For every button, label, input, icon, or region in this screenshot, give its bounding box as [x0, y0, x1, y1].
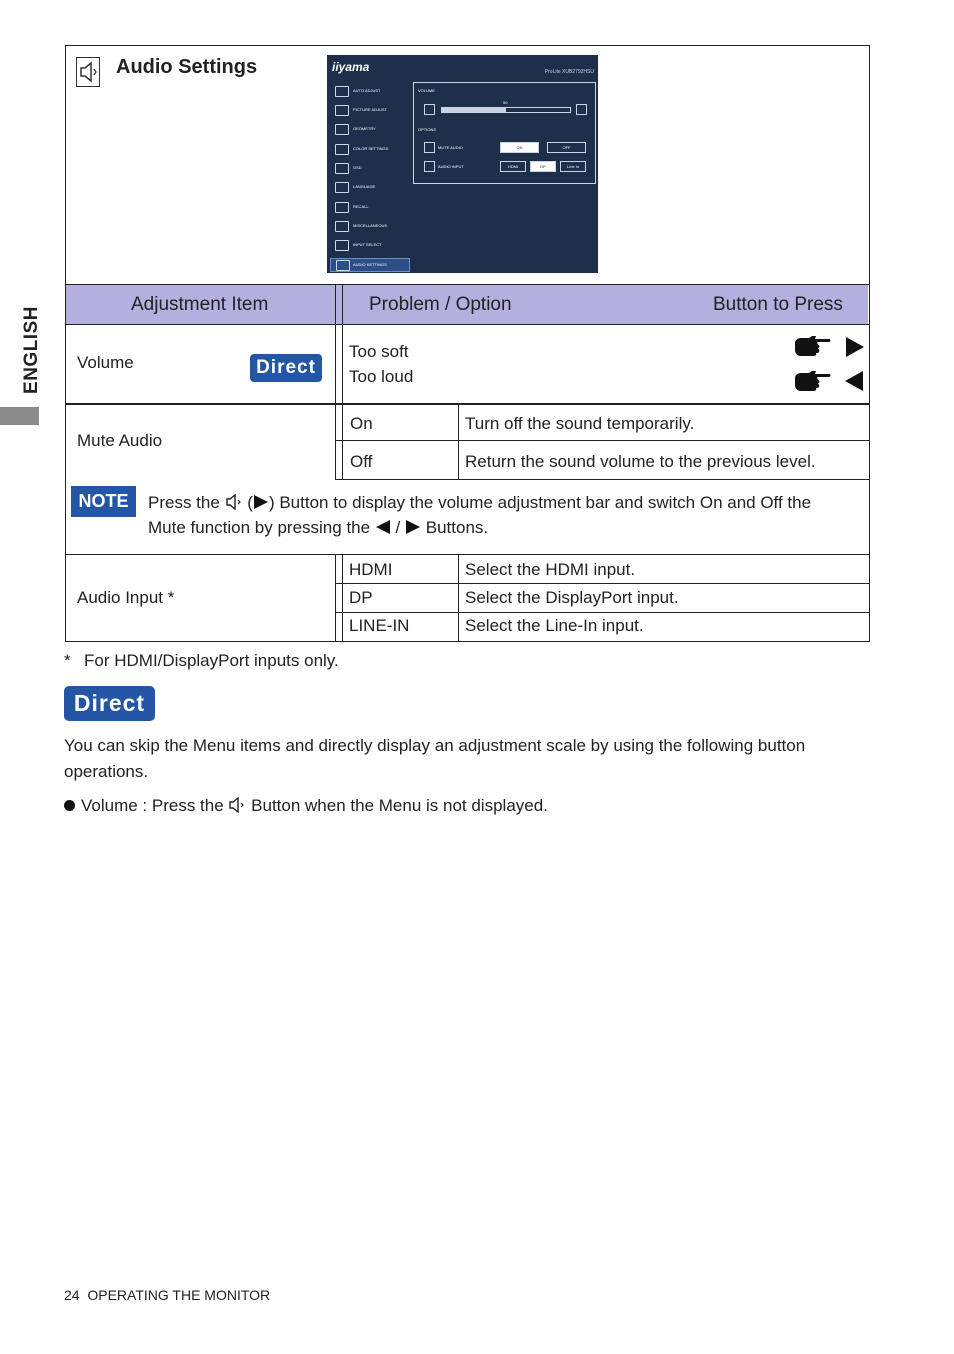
osd-menu-item: OSD [335, 162, 405, 174]
divider [458, 555, 459, 641]
iiyama-logo: iiyama [332, 60, 370, 74]
osd-volume-fill [442, 108, 506, 112]
header-adjustment-item: Adjustment Item [131, 294, 269, 315]
language-tab: ENGLISH [21, 306, 42, 394]
section-title: Audio Settings [116, 56, 258, 78]
audio-input-icon [424, 161, 435, 172]
divider [66, 403, 869, 405]
osd-menu-item: MISCELLANEOUS [335, 220, 405, 232]
osd-menu-item: AUTO ADJUST [335, 85, 405, 97]
audio-input-desc: Select the DisplayPort input. [465, 588, 679, 607]
mute-desc-off: Return the sound volume to the previous level. [465, 452, 816, 471]
divider [66, 554, 869, 555]
geometry-icon [335, 124, 349, 135]
note-line-1: Press the ( ) Button to display the volume adjustment bar and switch On and Off the [148, 493, 812, 512]
osd-menu-item: LANGUAGE [335, 181, 405, 193]
footer-section: OPERATING THE MONITOR [87, 1287, 271, 1303]
divider [336, 440, 869, 441]
divider [336, 583, 869, 584]
divider [66, 324, 869, 325]
audio-input-option: LINE-IN [349, 616, 410, 635]
header-button-to-press: Button to Press [713, 294, 843, 315]
osd-icon [335, 163, 349, 174]
osd-menu-item: INPUT SELECT [335, 239, 405, 251]
picture-adjust-icon [335, 105, 349, 116]
right-arrow-icon [846, 337, 864, 357]
mute-desc-on: Turn off the sound temporarily. [465, 414, 695, 433]
divider [335, 555, 336, 641]
divider [336, 612, 869, 613]
left-arrow-icon [845, 371, 863, 391]
audio-input-label: Audio Input * [77, 588, 175, 607]
audio-input-desc: Select the HDMI input. [465, 560, 636, 579]
osd-menu-item: GEOMETRY [335, 123, 405, 135]
input-select-icon [335, 240, 349, 251]
osd-menu-item-selected: AUDIO SETTINGS [330, 258, 410, 272]
direct-paragraph-line-1: You can skip the Menu items and directly display an adjustment scale by using the following button [64, 736, 806, 755]
left-arrow-icon [375, 519, 391, 535]
osd-menu-item: PICTURE ADJUST [335, 104, 405, 116]
speaker-min-icon [424, 104, 435, 115]
color-settings-icon [335, 144, 349, 155]
mute-option-off: Off [350, 452, 373, 471]
audio-input-desc: Select the Line-In input. [465, 616, 644, 635]
divider [335, 285, 336, 324]
osd-model: ProLite XUB2792HSU [544, 69, 594, 75]
divider [342, 285, 343, 324]
audio-input-option: HDMI [349, 560, 393, 579]
osd-menu-item: RECALL [335, 201, 405, 213]
page-footer [64, 1287, 270, 1303]
osd-menu-item: COLOR SETTINGS [335, 143, 405, 155]
miscellaneous-icon [335, 221, 349, 232]
direct-paragraph-line-2: operations. [64, 762, 149, 781]
note-badge: NOTE [71, 486, 136, 517]
direct-badge: Direct [250, 354, 322, 382]
speaker-icon [225, 494, 243, 510]
mute-option-on: On [350, 414, 373, 433]
right-arrow-icon [253, 494, 269, 510]
volume-label: Volume [77, 353, 134, 372]
speaker-icon [76, 57, 100, 87]
osd-audio-panel: VOLUME 50 OPTIONS MUTE AUDIO ON OFF AUDIO INPUT HDMI DP Line In [413, 82, 596, 184]
recall-icon [335, 202, 349, 213]
bullet-icon [64, 800, 75, 811]
language-tab-bar [0, 407, 39, 425]
osd-menu-screenshot [327, 55, 598, 273]
audio-input-option: DP [349, 588, 373, 607]
osd-volume-slider [441, 107, 571, 113]
mute-icon [424, 142, 435, 153]
pointing-hand-icon [793, 370, 831, 392]
divider [458, 404, 459, 480]
too-soft-text: Too soft [349, 342, 409, 361]
mute-audio-label: Mute Audio [77, 431, 163, 450]
note-line-2: Mute function by pressing the / Buttons. [148, 518, 489, 537]
direct-bullet: Volume : Press the Button when the Menu is not displayed. [64, 793, 548, 819]
right-arrow-icon [405, 519, 421, 535]
language-icon [335, 182, 349, 193]
header-problem-option: Problem / Option [369, 294, 512, 315]
speaker-max-icon [576, 104, 587, 115]
pointing-hand-icon [793, 335, 831, 357]
divider [342, 555, 343, 641]
too-loud-text: Too loud [349, 367, 414, 386]
speaker-icon [228, 797, 246, 813]
footnote-star: * [64, 651, 71, 670]
audio-settings-icon [336, 260, 350, 271]
footnote-text: For HDMI/DisplayPort inputs only. [84, 651, 339, 670]
divider [336, 479, 869, 480]
page-number: 24 [64, 1287, 80, 1303]
direct-section-badge: Direct [64, 686, 155, 721]
auto-adjust-icon [335, 86, 349, 97]
